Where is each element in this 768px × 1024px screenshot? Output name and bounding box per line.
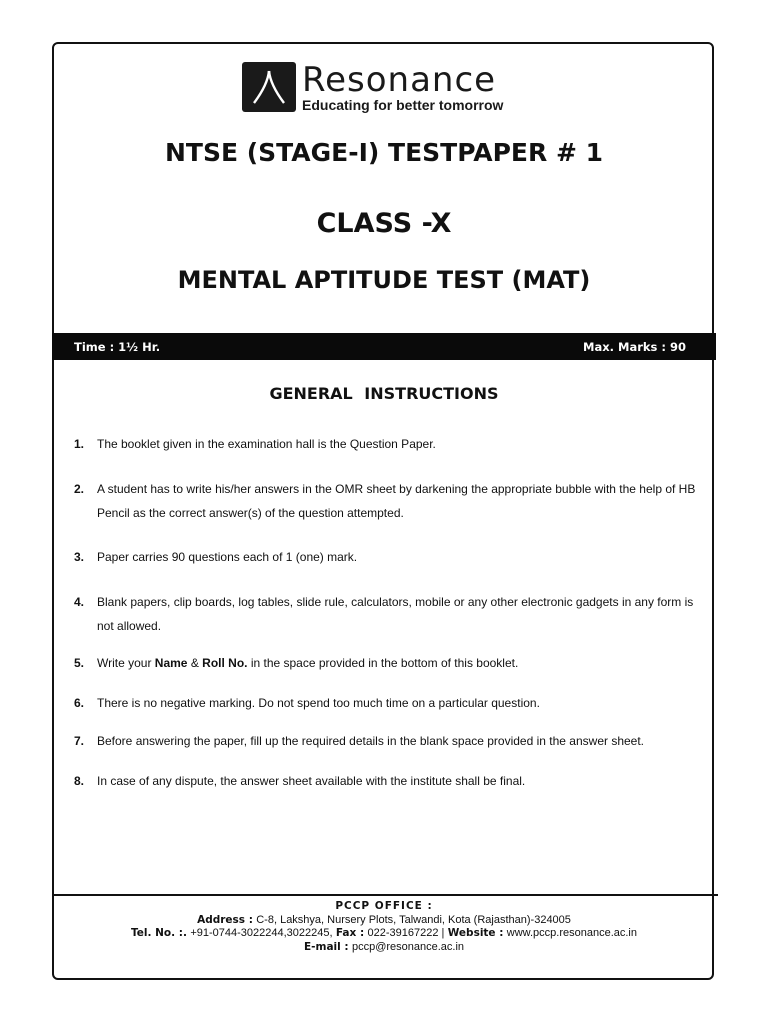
instruction-text-part: in the space provided in the bottom of this booklet. xyxy=(247,656,519,670)
contact-line xyxy=(0,927,768,941)
instructions-heading: GENERAL INSTRUCTIONS xyxy=(269,384,499,403)
instruction-item xyxy=(74,651,704,675)
footer xyxy=(0,900,768,954)
fax-value: 022-39167222 | xyxy=(367,927,445,939)
logo-name: Resonance xyxy=(302,59,497,100)
email-label: E-mail : xyxy=(303,940,349,953)
instruction-number: 4. xyxy=(74,595,85,609)
instruction-text: Blank papers, clip boards, log tables, slide rule, calculators, mobile or any other electronic gadgets in any form is not allowed. xyxy=(97,595,694,633)
instruction-text-part: Write your xyxy=(97,656,155,670)
instruction-item xyxy=(74,477,704,525)
max-marks-label: Max. Marks : 90 xyxy=(583,340,686,354)
instruction-number: 2. xyxy=(74,482,85,496)
instruction-number: 6. xyxy=(74,696,85,710)
time-label: Time : 1½ Hr. xyxy=(74,340,161,354)
address-label: Address : xyxy=(197,913,253,926)
instruction-text: A student has to write his/her answers in the OMR sheet by darkening the appropriate bubble with the help of HB Pencil as the correct answer(s) of the question attempted. xyxy=(97,482,696,520)
instruction-item xyxy=(74,590,704,638)
instruction-number: 1. xyxy=(74,437,85,451)
tel-label: Tel. No. :. xyxy=(131,927,187,939)
instruction-number: 5. xyxy=(74,656,85,670)
instruction-text: Before answering the paper, fill up the required details in the blank space provided in the answer sheet. xyxy=(97,734,645,748)
info-bar xyxy=(52,333,716,360)
class-title: CLASS -X xyxy=(316,208,452,239)
footer-divider xyxy=(52,894,718,896)
tel-value: +91-0744-3022244,3022245, xyxy=(190,927,333,939)
resonance-logo-icon xyxy=(242,62,296,112)
instruction-text-part: & xyxy=(187,656,203,670)
instruction-number: 8. xyxy=(74,774,85,788)
subject-title: MENTAL APTITUDE TEST (MAT) xyxy=(177,266,591,294)
email-link[interactable]: pccp@resonance.ac.in xyxy=(351,940,465,953)
instruction-text: There is no negative marking. Do not spend too much time on a particular question. xyxy=(97,696,540,710)
instruction-item xyxy=(74,432,704,456)
test-title: NTSE (STAGE-I) TESTPAPER # 1 xyxy=(164,138,604,167)
website-label: Website : xyxy=(447,927,504,939)
email-line xyxy=(0,941,768,955)
instruction-item xyxy=(74,729,704,753)
instruction-item xyxy=(74,545,704,569)
website-link[interactable]: www.pccp.resonance.ac.in xyxy=(506,927,637,939)
address-line xyxy=(0,914,768,928)
address-value: C-8, Lakshya, Nursery Plots, Talwandi, Kota (Rajasthan)-324005 xyxy=(256,913,571,926)
instruction-number: 7. xyxy=(74,734,85,748)
instruction-text: Paper carries 90 questions each of 1 (one) mark. xyxy=(97,550,358,564)
name-emphasis: Name xyxy=(154,656,188,670)
instruction-text xyxy=(97,651,704,675)
resonance-logo xyxy=(242,59,504,113)
instruction-item xyxy=(74,769,704,793)
instruction-text: The booklet given in the examination hall is the Question Paper. xyxy=(97,437,436,451)
instruction-text: In case of any dispute, the answer sheet available with the institute shall be final. xyxy=(97,774,526,788)
roll-no-emphasis: Roll No. xyxy=(202,656,248,670)
instruction-item xyxy=(74,691,704,715)
office-heading: PCCP OFFICE : xyxy=(335,900,433,912)
logo-tagline: Educating for better tomorrow xyxy=(302,96,504,113)
instruction-number: 3. xyxy=(74,550,85,564)
fax-label: Fax : xyxy=(335,927,365,939)
